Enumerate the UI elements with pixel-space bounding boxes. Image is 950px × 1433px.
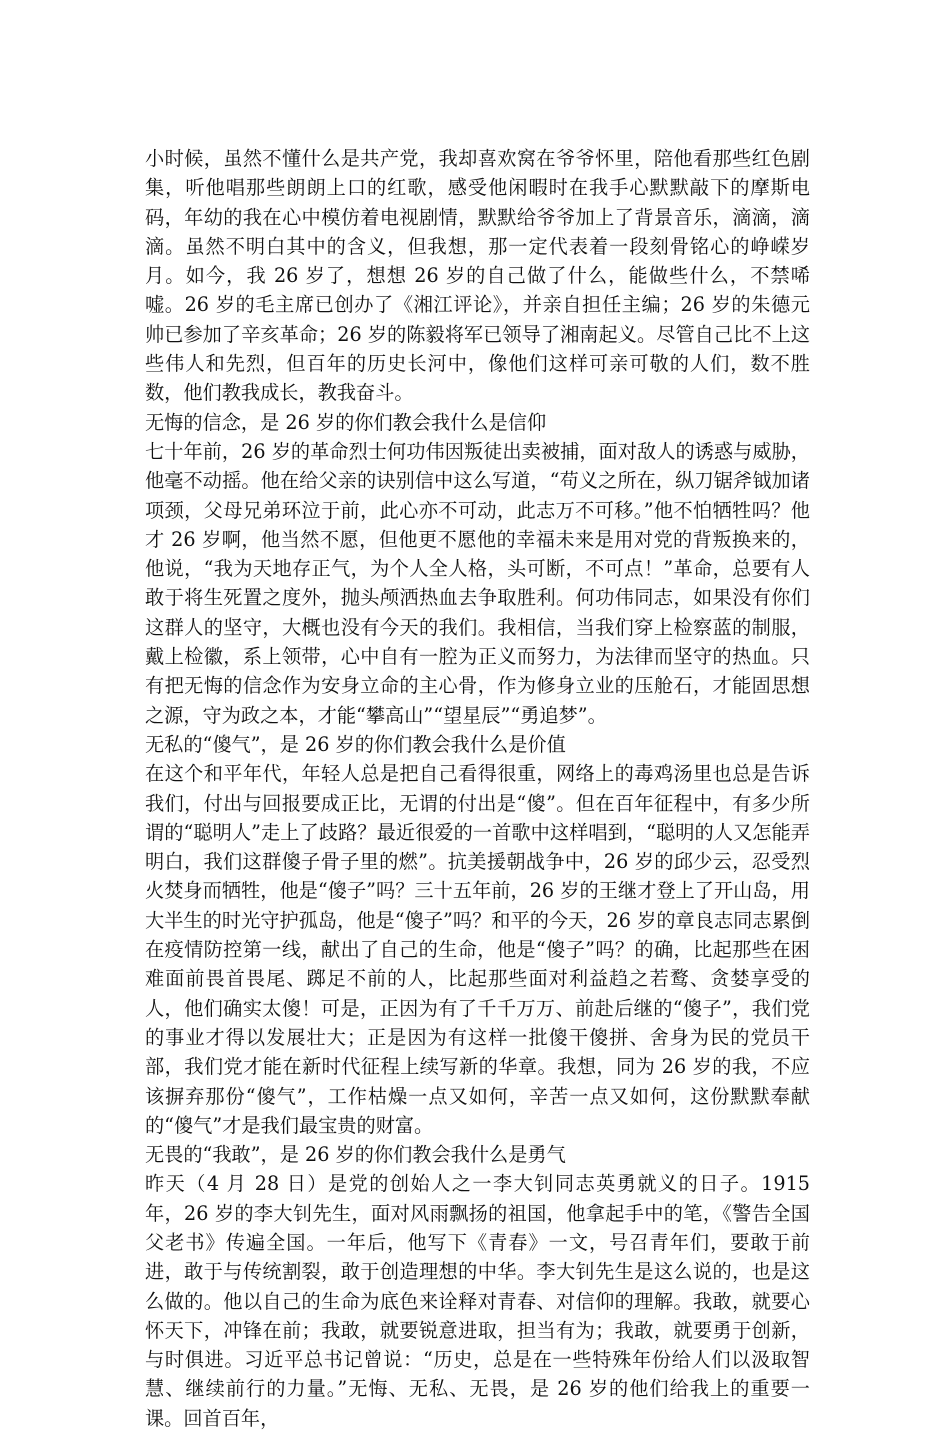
- paragraph-childhood: 小时候，虽然不懂什么是共产党，我却喜欢窝在爷爷怀里，陪他看那些红色剧集，听他唱那些朗朗上口的红歌，感受他闲暇时在我手心默默敲下的摩斯电码，年幼的我在心中模仿着电视剧情，默默给爷爷加上了背景音乐，滴滴，滴滴。虽然不明白其中的含义，但我想，那一定代表着一段刻骨铭心的峥嵘岁月。如今，我 26 岁了，想想 26 岁的自己做了什么，能做些什么，不禁唏嘘。26 岁的毛主席已创办了《湘江评论》，并亲自担任主编；26 岁的朱德元帅已参加了辛亥革命；26 岁的陈毅将军已领导了湘南起义。尽管自己比不上这些伟人和先烈，但百年的历史长河中，像他们这样可亲可敬的人们，数不胜数，他们教我成长，教我奋斗。: [145, 147, 810, 405]
- section-heading-faith: 无悔的信念，是 26 岁的你们教会我什么是信仰: [145, 410, 547, 434]
- section-heading-courage: 无畏的“我敢”，是 26 岁的你们教会我什么是勇气: [145, 1143, 566, 1167]
- document-body: [145, 144, 810, 1433]
- paragraph-value: 在这个和平年代，年轻人总是把自己看得很重，网络上的毒鸡汤里也总是告诉我们，付出与回报要成正比，无谓的付出是“傻”。但在百年征程中，有多少所谓的“聪明人”走上了歧路？最近很爱的一首歌中这样唱到，“聪明的人又怎能弄明白，我们这群傻子骨子里的燃”。抗美援朝战争中，26 岁的邱少云，忍受烈火焚身而牺牲，他是“傻子”吗？三十五年前，26 岁的王继才登上了开山岛，用大半生的时光守护孤岛，他是“傻子”吗？和平的今天，26 岁的章良志同志累倒在疫情防控第一线，献出了自己的生命，他是“傻子”吗？的确，比起那些在困难面前畏首畏尾、踯足不前的人，比起那些面对利益趋之若鹜、贪婪享受的人，他们确实太傻！可是，正因为有了千千万万、前赴后继的“傻子”，我们党的事业才得以发展壮大；正是因为有这样一批傻干傻拼、舍身为民的党员干部，我们党才能在新时代征程上续写新的华章。我想，同为 26 岁的我，不应该摒弃那份“傻气”，工作枯燥一点又如何，辛苦一点又如何，这份默默奉献的“傻气”才是我们最宝贵的财富。: [145, 762, 810, 1137]
- paragraph-courage: 昨天（4 月 28 日）是党的创始人之一李大钊同志英勇就义的日子。1915 年，26 岁的李大钊先生，面对风雨飘扬的祖国，他拿起手中的笔，《警告全国父老书》传遍全国。一年后，他写下《青春》一文，号召青年们，要敢于前进，敢于与传统割裂，敢于创造理想的中华。李大钊先生是这么说的，也是这么做的。他以自己的生命为底色来诠释对青春、对信仰的理解。我敢，就要心怀天下，冲锋在前；我敢，就要锐意进取，担当有为；我敢，就要勇于创新，与时俱进。习近平总书记曾说：“历史，总是在一些特殊年份给人们以汲取智慧、继续前行的力量。”无悔、无私、无畏，是 26 岁的他们给我上的重要一课。回首百年，: [145, 1172, 810, 1430]
- paragraph-faith: 七十年前，26 岁的革命烈士何功伟因叛徒出卖被捕，面对敌人的诱惑与威胁，他毫不动摇。他在给父亲的诀别信中这么写道，“苟义之所在，纵刀锯斧钺加诸项颈，父母兄弟环泣于前，此心亦不可动，此志万不可移。”他不怕牺牲吗？他才 26 岁啊，他当然不愿，但他更不愿他的幸福未来是用对党的背叛换来的，他说，“我为天地存正气，为个人全人格，头可断，不可点！”革命，总要有人敢于将生死置之度外，抛头颅洒热血去争取胜利。何功伟同志，如果没有你们这群人的坚守，大概也没有今天的我们。我相信，当我们穿上检察蓝的制服，戴上检徽，系上领带，心中自有一腔为正义而努力，为法律而坚守的热血。只有把无悔的信念作为安身立命的主心骨，作为修身立业的压舱石，才能固思想之源，守为政之本，才能“攀高山”“望星辰”“勇追梦”。: [145, 439, 810, 727]
- section-heading-value: 无私的“傻气”，是 26 岁的你们教会我什么是价值: [145, 732, 566, 756]
